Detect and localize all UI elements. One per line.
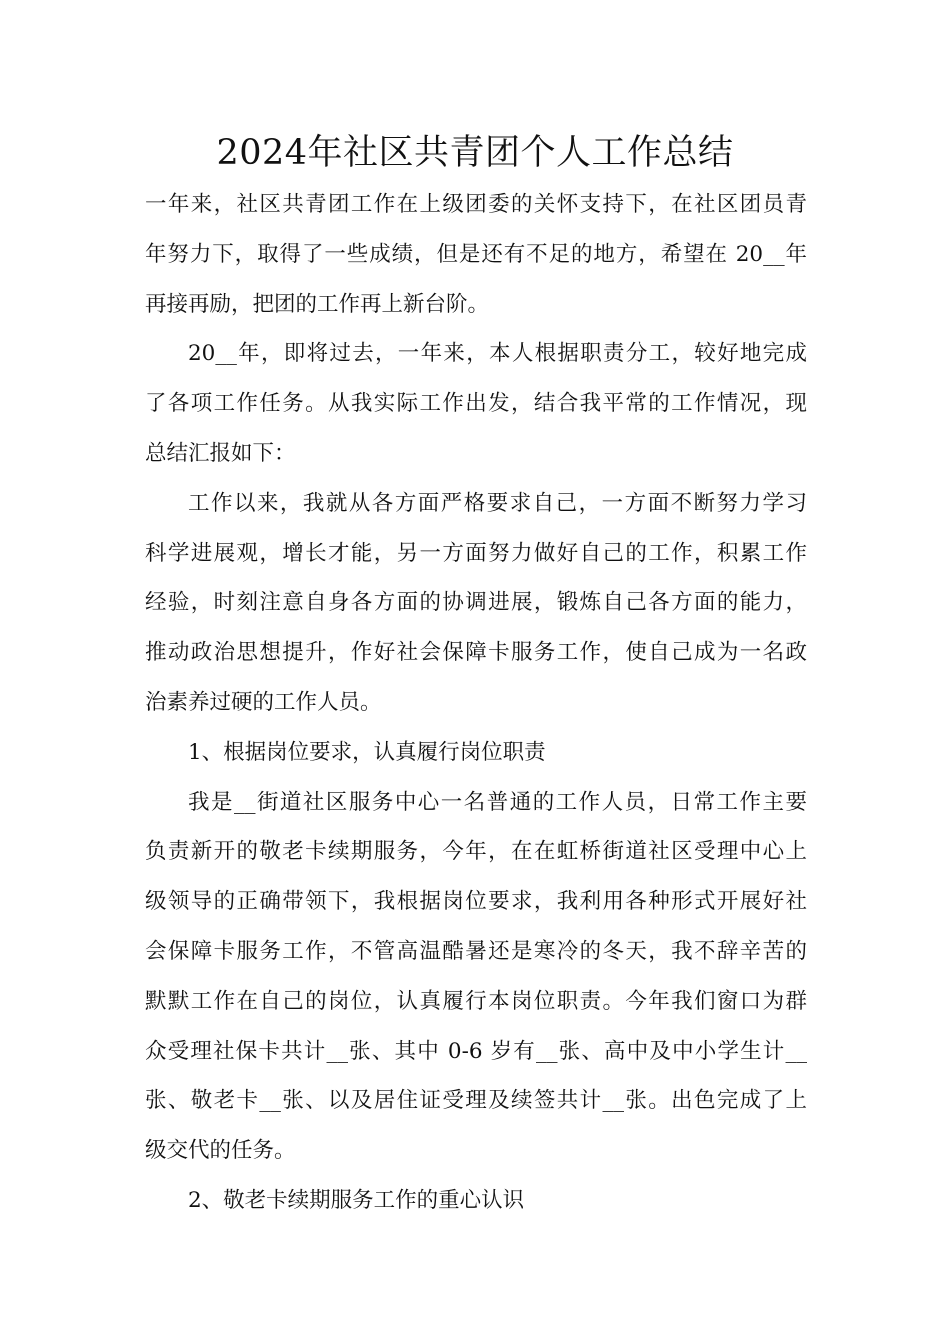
section-heading-1 bbox=[145, 728, 807, 778]
paragraph-2 bbox=[145, 329, 807, 478]
text-line: 2、敬老卡续期服务工作的重心认识 bbox=[188, 1187, 525, 1213]
text-line: 经验，时刻注意自身各方面的协调进展，锻炼自己各方面的能力， bbox=[145, 590, 807, 616]
text-line: 张、敬老卡__张、以及居住证受理及续签共计__张。出色完成了上 bbox=[145, 1088, 807, 1114]
text-line: 众受理社保卡共计__张、其中 0-6 岁有__张、高中及中小学生计__ bbox=[145, 1038, 807, 1064]
text-line: 默默工作在自己的岗位，认真履行本岗位职责。今年我们窗口为群 bbox=[145, 988, 807, 1014]
paragraph-4 bbox=[145, 778, 807, 1176]
text-line: 级交代的任务。 bbox=[145, 1138, 296, 1164]
text-line: 1、根据岗位要求，认真履行岗位职责 bbox=[188, 739, 546, 765]
text-line: 负责新开的敬老卡续期服务，今年，在在虹桥街道社区受理中心上 bbox=[145, 839, 807, 865]
text-line: 年努力下，取得了一些成绩，但是还有不足的地方，希望在 20__年 bbox=[145, 241, 807, 267]
text-line: 治素养过硬的工作人员。 bbox=[145, 689, 382, 715]
document-body bbox=[145, 180, 807, 1226]
text-line: 一年来，社区共青团工作在上级团委的关怀支持下，在社区团员青 bbox=[145, 192, 807, 217]
document-title: 2024年社区共青团个人工作总结 bbox=[216, 133, 734, 173]
section-heading-2 bbox=[145, 1176, 807, 1226]
text-line: 级领导的正确带领下，我根据岗位要求，我利用各种形式开展好社 bbox=[145, 889, 807, 915]
paragraph-3 bbox=[145, 479, 807, 728]
text-line: 了各项工作任务。从我实际工作出发，结合我平常的工作情况，现 bbox=[145, 391, 807, 417]
text-line: 我是__街道社区服务中心一名普通的工作人员，日常工作主要 bbox=[188, 789, 807, 815]
text-line: 再接再励，把团的工作再上新台阶。 bbox=[145, 291, 490, 317]
text-line: 会保障卡服务工作，不管高温酷暑还是寒冷的冬天，我不辞辛苦的 bbox=[145, 938, 807, 964]
text-line: 工作以来，我就从各方面严格要求自己，一方面不断努力学习 bbox=[188, 490, 807, 516]
text-line: 20__年，即将过去，一年来，本人根据职责分工，较好地完成 bbox=[188, 341, 807, 367]
paragraph-1 bbox=[145, 180, 807, 329]
text-line: 科学进展观，增长才能，另一方面努力做好自己的工作，积累工作 bbox=[145, 540, 807, 566]
text-line: 推动政治思想提升，作好社会保障卡服务工作，使自己成为一名政 bbox=[145, 640, 807, 666]
text-line: 总结汇报如下： bbox=[145, 440, 296, 466]
